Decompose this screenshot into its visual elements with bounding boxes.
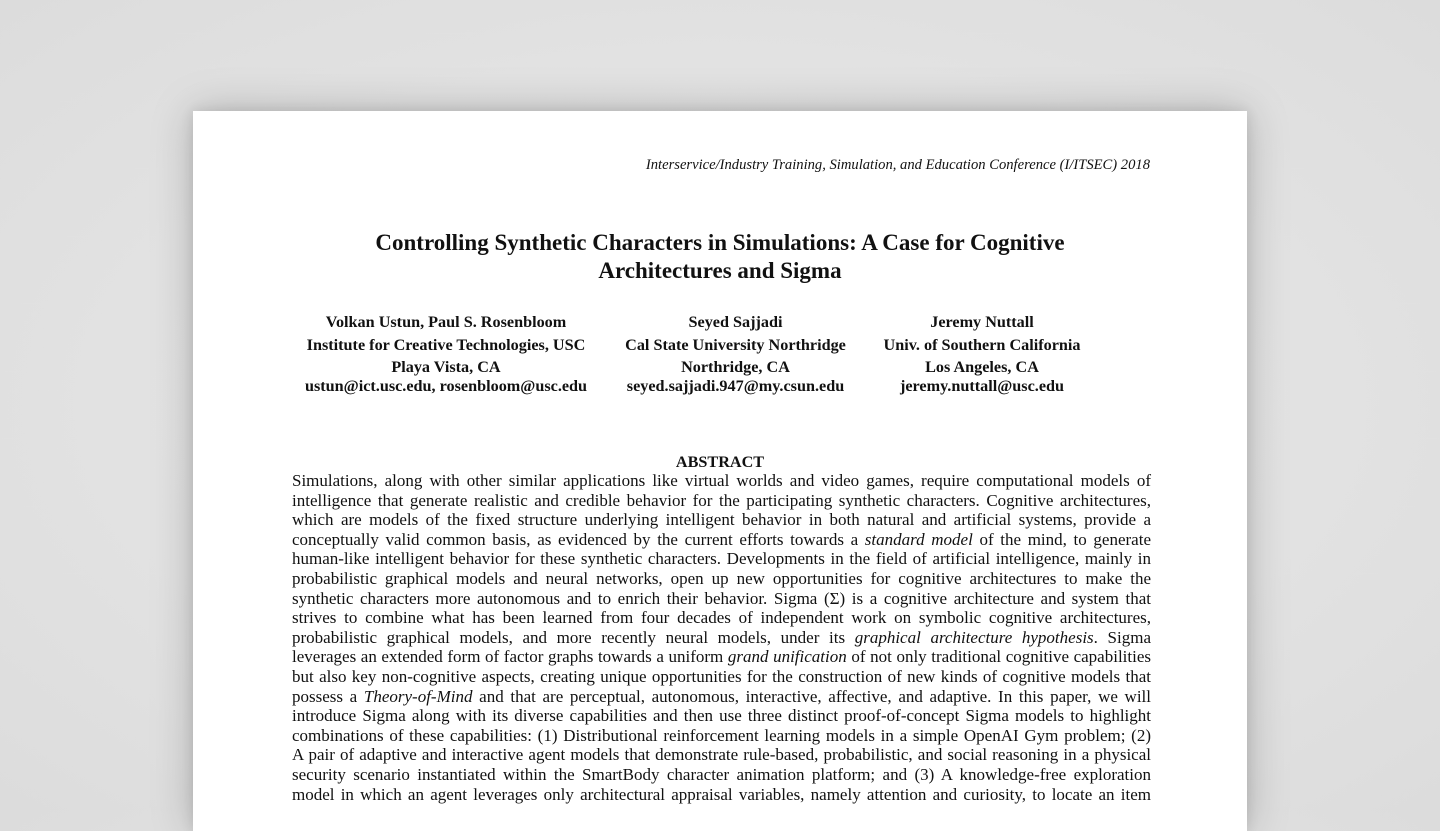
- abstract-line: [292, 510, 1151, 530]
- abstract-text: probabilistic graphical models, and more recently neural models, under its: [292, 627, 855, 647]
- paper-title: [193, 229, 1247, 285]
- abstract-text: combinations of these capabilities: (1) Distributional reinforcement learning models in a simple OpenAI Gym problem; (2): [292, 725, 1151, 745]
- author-affiliation: Univ. of Southern California: [883, 335, 1081, 354]
- author-email: ustun@ict.usc.edu, rosenbloom@usc.edu: [304, 376, 588, 395]
- author-email: seyed.sajjadi.947@my.csun.edu: [626, 376, 845, 395]
- author-location: Los Angeles, CA: [925, 358, 1039, 376]
- conference-header: Interservice/Industry Training, Simulation, and Education Conference (I/ITSEC) 2018: [645, 157, 1150, 173]
- title-line-2: Architectures and Sigma: [598, 258, 842, 283]
- abstract-text: synthetic characters more autonomous and to enrich their behavior. Sigma (Σ) is a cognitive architecture and system that: [292, 588, 1151, 608]
- abstract-emphasis: graphical architecture hypothesis: [854, 627, 1094, 647]
- abstract-line: [292, 530, 1151, 550]
- abstract-text: probabilistic graphical models and neural networks, open up new opportunities for cognitive architectures to make the: [292, 568, 1151, 588]
- abstract-heading: ABSTRACT: [675, 453, 765, 471]
- abstract-line: [292, 549, 1151, 569]
- abstract-emphasis: grand unification: [727, 647, 847, 667]
- abstract-text: which are models of the fixed structure underlying intelligent behavior in both natural and artificial systems, provide a: [292, 510, 1151, 530]
- author-affiliation: Institute for Creative Technologies, USC: [306, 335, 586, 354]
- abstract-line: [292, 687, 1151, 707]
- author-location: Northridge, CA: [681, 358, 790, 376]
- abstract-line: [292, 706, 1151, 726]
- abstract-line: [292, 726, 1151, 746]
- author-3: [876, 311, 1088, 396]
- author-2: [618, 311, 853, 396]
- abstract-line: [292, 589, 1151, 609]
- abstract-text: conceptually valid common basis, as evidenced by the current efforts towards a: [292, 529, 865, 549]
- abstract-text: of not only traditional cognitive capabilities: [846, 647, 1152, 667]
- abstract-text: . Sigma: [1093, 627, 1151, 647]
- abstract-emphasis: standard model: [864, 529, 973, 549]
- abstract-text: strives to combine what has been learned from four decades of independent work on symbolic cognitive architectures,: [292, 608, 1151, 628]
- author-location: Playa Vista, CA: [391, 358, 501, 376]
- abstract-line: [292, 785, 1151, 805]
- author-block: [193, 311, 1247, 401]
- abstract-text: Simulations, along with other similar applications like virtual worlds and video games, require computational models of: [292, 471, 1151, 490]
- abstract-line: [292, 628, 1151, 648]
- abstract-line: [292, 667, 1151, 687]
- abstract-line: [292, 647, 1151, 667]
- abstract-text: intelligence that generate realistic and credible behavior for the participating synthetic characters. Cognitive architectures,: [292, 490, 1151, 510]
- abstract-text: possess a: [292, 686, 364, 706]
- abstract-text: model in which an agent leverages only architectural appraisal variables, namely attention and curiosity, to locate an item: [292, 784, 1151, 804]
- abstract-text: but also key non-cognitive aspects, creating unique opportunities for the construction of new kinds of cognitive models that: [292, 666, 1151, 686]
- author-1: [296, 311, 596, 396]
- author-names: Jeremy Nuttall: [930, 313, 1034, 331]
- author-affiliation: Cal State University Northridge: [625, 335, 846, 354]
- abstract-emphasis: Theory-of-Mind: [363, 686, 473, 706]
- abstract-text: A pair of adaptive and interactive agent models that demonstrate rule-based, probabilistic, and social reasoning in a physical: [292, 745, 1151, 765]
- abstract-text: leverages an extended form of factor graphs towards a uniform: [292, 647, 728, 667]
- abstract-text: introduce Sigma along with its diverse capabilities and then use three distinct proof-of-concept Sigma models to highlight: [292, 706, 1151, 726]
- abstract-line: [292, 569, 1151, 589]
- abstract-line: [292, 471, 1151, 491]
- title-line-1: Controlling Synthetic Characters in Simulations: A Case for Cognitive: [375, 230, 1065, 255]
- author-names: Volkan Ustun, Paul S. Rosenbloom: [325, 313, 567, 331]
- abstract-body: [292, 471, 1151, 804]
- abstract-line: [292, 765, 1151, 785]
- author-email: jeremy.nuttall@usc.edu: [899, 376, 1065, 395]
- paper-page: [193, 111, 1247, 831]
- abstract-text: security scenario instantiated within the SmartBody character animation platform; and (3) A knowledge-free exploration: [292, 764, 1151, 784]
- abstract-text: of the mind, to generate: [972, 529, 1151, 549]
- author-names: Seyed Sajjadi: [688, 313, 783, 331]
- abstract-line: [292, 491, 1151, 511]
- abstract-text: and that are perceptual, autonomous, interactive, affective, and adaptive. In this paper, we will: [472, 686, 1151, 706]
- abstract-text: human-like intelligent behavior for these synthetic characters. Developments in the field of artificial intelligence, mainly in: [292, 549, 1151, 569]
- abstract-line: [292, 608, 1151, 628]
- abstract-line: [292, 745, 1151, 765]
